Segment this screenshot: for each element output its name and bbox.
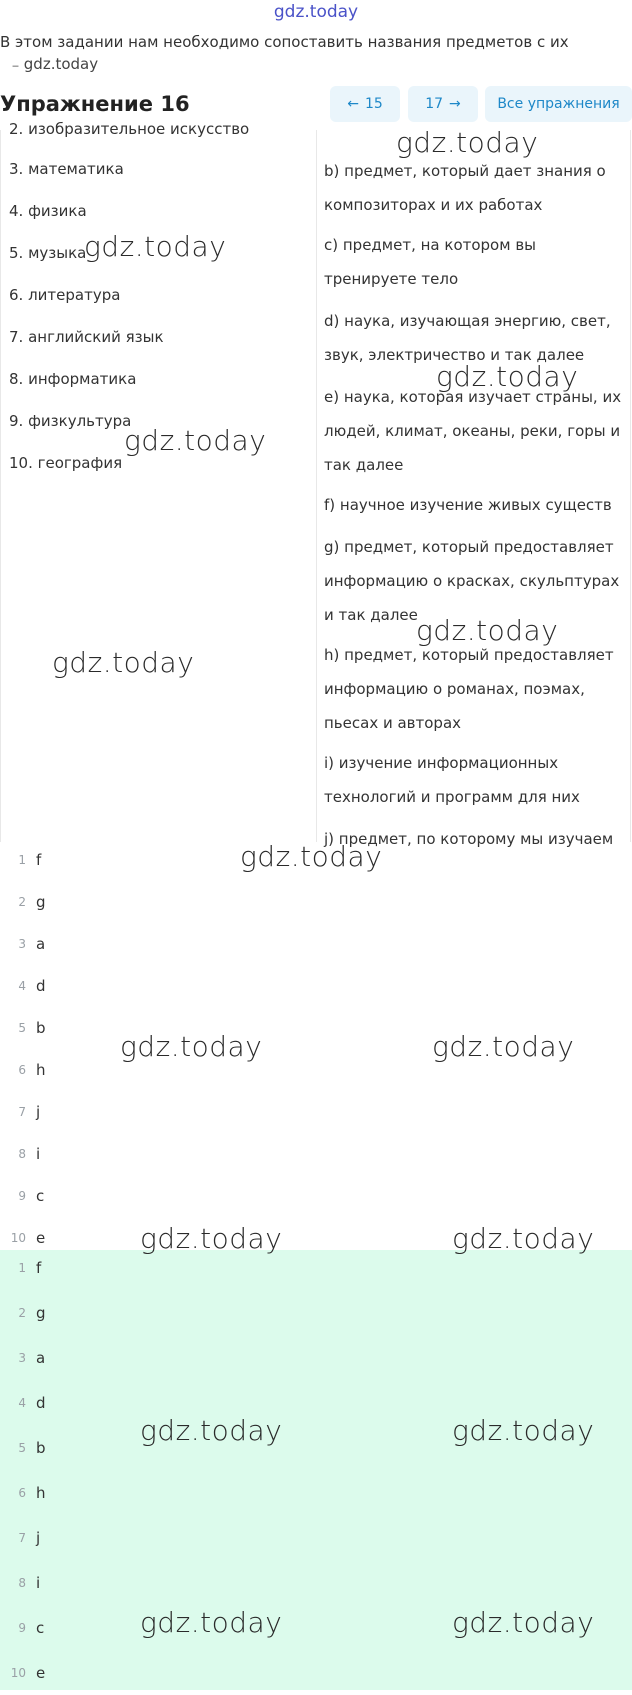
answer-row — [0, 1516, 40, 1560]
subject-item: 8. информатика — [9, 370, 137, 388]
intro-watermark — [12, 55, 98, 73]
subject-item: 5. музыка — [9, 244, 87, 262]
answer-row — [0, 1381, 46, 1425]
answer-number: 8 — [18, 1147, 26, 1161]
intro-text: В этом задании нам необходимо сопоставить названия предметов с их — [0, 33, 569, 51]
watermark: gdz.today — [452, 1414, 595, 1447]
answer-row — [0, 1336, 45, 1380]
answer-letter: e — [36, 1229, 46, 1247]
answer-letter: h — [36, 1061, 46, 1079]
next-exercise-button[interactable] — [408, 86, 478, 122]
answer-row — [0, 1174, 44, 1218]
answer-row — [0, 880, 46, 924]
subject-item: 6. литература — [9, 286, 121, 304]
answer-letter: f — [36, 1259, 42, 1277]
watermark: gdz.today — [432, 1030, 575, 1063]
answer-letter: b — [36, 1439, 46, 1457]
answer-row — [0, 1090, 40, 1134]
definition-item: c) предмет, на котором вы тренируете тело — [324, 236, 536, 288]
watermark: gdz.today — [452, 1606, 595, 1639]
answer-number: 6 — [18, 1063, 26, 1077]
answer-number: 7 — [18, 1531, 26, 1545]
subject-item: 9. физкультура — [9, 412, 132, 430]
answer-row — [0, 1561, 40, 1605]
answer-number: 3 — [18, 1351, 26, 1365]
definition-item: j) предмет, по которому мы изучаем — [324, 830, 614, 848]
watermark: gdz.today — [436, 360, 579, 393]
arrow-right-icon: → — [449, 96, 461, 112]
answer-number: 10 — [10, 1666, 26, 1680]
answer-letter: j — [36, 1529, 41, 1547]
all-exercises-button[interactable] — [485, 86, 632, 122]
answer-number: 6 — [18, 1486, 26, 1500]
watermark: gdz.today — [396, 126, 539, 159]
arrow-left-icon: ← — [347, 96, 359, 112]
answer-row — [0, 1651, 45, 1695]
subject-item: 10. география — [9, 454, 123, 472]
answer-number: 3 — [18, 937, 26, 951]
answer-letter: f — [36, 851, 42, 869]
answer-number: 1 — [18, 1261, 26, 1275]
answer-row — [0, 1606, 44, 1650]
dash-icon: ‒ — [12, 59, 19, 72]
next-exercise-label: 17 — [425, 96, 444, 112]
prev-exercise-button[interactable] — [330, 86, 400, 122]
subject-item: 3. математика — [9, 160, 124, 178]
site-watermark: gdz.today — [273, 2, 359, 22]
page-title: Упражнение 16 — [0, 92, 190, 116]
answer-row — [0, 922, 45, 966]
intro-watermark-label: gdz.today — [23, 55, 99, 73]
subject-item: 7. английский язык — [9, 328, 164, 346]
watermark: gdz.today — [84, 230, 227, 263]
answer-letter: i — [36, 1145, 41, 1163]
watermark: gdz.today — [52, 646, 195, 679]
answer-row — [0, 1048, 46, 1092]
subject-item: 4. физика — [9, 202, 87, 220]
answer-number: 2 — [18, 895, 26, 909]
answer-letter: d — [36, 977, 46, 995]
answer-number: 9 — [18, 1189, 26, 1203]
answer-row — [0, 1006, 46, 1050]
matching-table — [0, 120, 632, 848]
definition-item: g) предмет, который предоставляет информацию о красках, скульптурах и так далее — [324, 538, 620, 624]
watermark: gdz.today — [140, 1414, 283, 1447]
answer-letter: h — [36, 1484, 46, 1502]
all-exercises-label: Все упражнения — [497, 96, 620, 112]
answer-letter: j — [36, 1103, 41, 1121]
watermark: gdz.today — [240, 840, 383, 873]
answer-letter: a — [36, 1349, 46, 1367]
watermark: gdz.today — [416, 614, 559, 647]
answers-highlight-panel — [0, 1250, 632, 1690]
answer-number: 1 — [18, 853, 26, 867]
answer-letter: c — [36, 1619, 45, 1637]
answer-row — [0, 1246, 41, 1290]
watermark: gdz.today — [140, 1222, 283, 1255]
watermark: gdz.today — [124, 424, 267, 457]
answer-row — [0, 1426, 46, 1470]
answer-number: 8 — [18, 1576, 26, 1590]
prev-exercise-label: 15 — [364, 96, 383, 112]
answer-row — [0, 1132, 40, 1176]
definition-item: i) изучение информационных технологий и программ для них — [324, 754, 580, 806]
watermark: gdz.today — [120, 1030, 263, 1063]
definition-item: b) предмет, который дает знания о композиторах и их работах — [324, 162, 606, 214]
definition-item: h) предмет, который предоставляет информацию о романах, поэмах, пьесах и авторах — [324, 646, 614, 732]
answer-letter: g — [36, 893, 46, 911]
answer-letter: a — [36, 935, 46, 953]
answer-letter: c — [36, 1187, 45, 1205]
answer-row — [0, 964, 46, 1008]
answer-row — [0, 838, 41, 882]
answer-letter: g — [36, 1304, 46, 1322]
answer-number: 7 — [18, 1105, 26, 1119]
answer-letter: i — [36, 1574, 41, 1592]
answer-letter: d — [36, 1394, 46, 1412]
watermark: gdz.today — [140, 1606, 283, 1639]
answer-letter: b — [36, 1019, 46, 1037]
subject-item: 2. изобразительное искусство — [9, 120, 250, 138]
answer-number: 2 — [18, 1306, 26, 1320]
answer-number: 10 — [10, 1231, 26, 1245]
answer-number: 9 — [18, 1621, 26, 1635]
answer-number: 4 — [18, 1396, 26, 1410]
subjects-column — [0, 120, 317, 842]
answer-letter: e — [36, 1664, 46, 1682]
definition-item: d) наука, изучающая энергию, свет, звук, электричество и так далее — [324, 312, 611, 364]
definitions-column — [316, 130, 631, 848]
answer-row — [0, 1291, 46, 1335]
definition-item: f) научное изучение живых существ — [324, 496, 612, 514]
answer-row — [0, 1471, 46, 1515]
watermark: gdz.today — [452, 1222, 595, 1255]
answer-number: 5 — [18, 1021, 26, 1035]
answer-number: 5 — [18, 1441, 26, 1455]
definition-item: e) наука, которая изучает страны, их людей, климат, океаны, реки, горы и так далее — [324, 388, 622, 474]
answer-number: 4 — [18, 979, 26, 993]
